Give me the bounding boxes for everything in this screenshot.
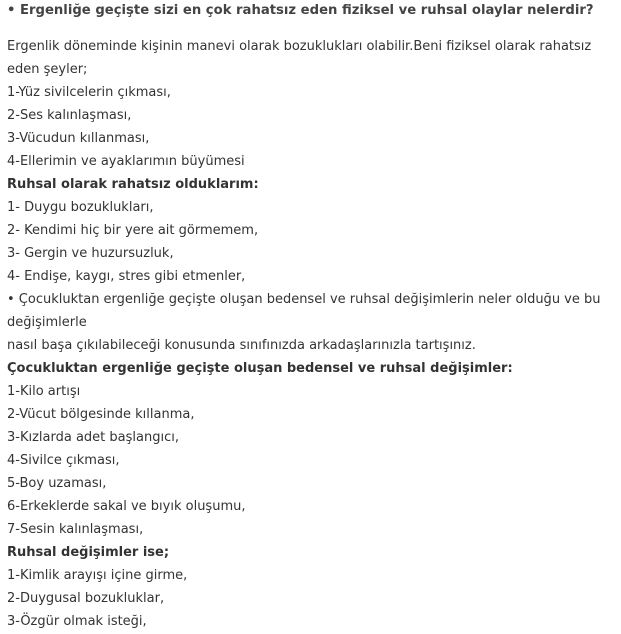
section-heading: Ruhsal olarak rahatsız olduklarım: (7, 177, 259, 192)
discussion-paragraph: • Çocukluktan ergenliğe geçişte oluşan bedensel ve ruhsal değişimlerin neler olduğu ve bu değişimlerle (7, 292, 601, 330)
list-item: 4-Sivilce çıkması, (7, 453, 120, 468)
list-item: 3- Gergin ve huzursuzluk, (7, 246, 174, 261)
list-item: 1- Duygu bozuklukları, (7, 200, 154, 215)
discussion-paragraph-cont: nasıl başa çıkılabileceği konusunda sınıfınızda arkadaşlarınızla tartışınız. (7, 338, 476, 353)
list-item: 2-Vücut bölgesinde kıllanma, (7, 407, 195, 422)
list-item: 3-Kızlarda adet başlangıcı, (7, 430, 179, 445)
list-item: 4-Ellerimin ve ayaklarımın büyümesi (7, 154, 245, 169)
list-item: 7-Sesin kalınlaşması, (7, 522, 144, 537)
list-item: 1-Kilo artışı (7, 384, 81, 399)
list-item: 3-Vücudun kıllanması, (7, 131, 150, 146)
article-heading: • Ergenliğe geçişte sizi en çok rahatsız eden fiziksel ve ruhsal olaylar nelerdir? (7, 3, 594, 18)
article-body (7, 35, 611, 633)
section-heading: Çocukluktan ergenliğe geçişte oluşan bedensel ve ruhsal değişimler: (7, 361, 513, 376)
list-item: 6-Erkeklerde sakal ve bıyık oluşumu, (7, 499, 246, 514)
list-item: 1-Kimlik arayışı içine girme, (7, 568, 188, 583)
list-item: 5-Boy uzaması, (7, 476, 107, 491)
section-heading: Ruhsal değişimler ise; (7, 545, 170, 560)
list-item: 2- Kendimi hiç bir yere ait görmemem, (7, 223, 259, 238)
list-item: 4- Endişe, kaygı, stres gibi etmenler, (7, 269, 246, 284)
intro-paragraph: Ergenlik döneminde kişinin manevi olarak bozuklukları olabilir.Beni fiziksel olarak rahatsız eden şeyler; (7, 39, 592, 77)
list-item: 2-Ses kalınlaşması, (7, 108, 132, 123)
list-item: 3-Özgür olmak isteği, (7, 614, 147, 629)
list-item: 2-Duygusal bozukluklar, (7, 591, 165, 606)
list-item: 1-Yüz sivilcelerin çıkması, (7, 85, 171, 100)
